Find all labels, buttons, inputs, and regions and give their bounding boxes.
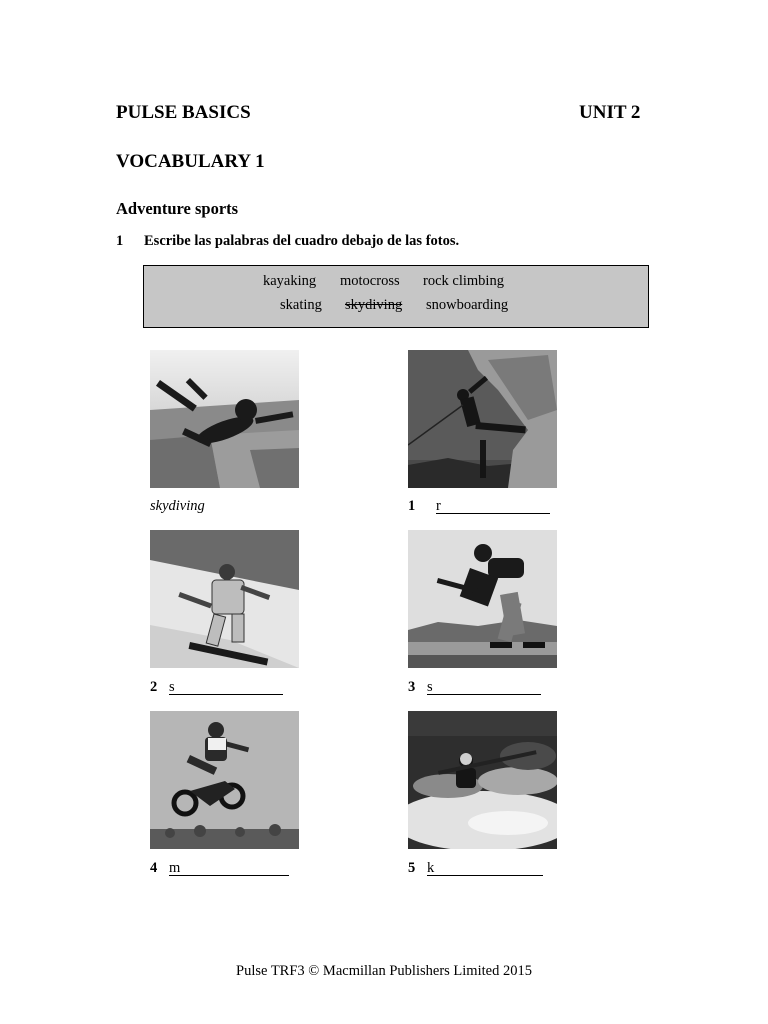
snowboarder-photo — [150, 530, 299, 668]
word-kayaking: kayaking — [263, 273, 317, 289]
item-4-hint: m — [169, 860, 181, 876]
item-1-answer-line[interactable] — [436, 499, 550, 514]
item-5-answer-line[interactable] — [427, 861, 543, 876]
instruction-text: Escribe las palabras del cuadro debajo de las fotos. — [144, 233, 460, 249]
kayaker-photo — [408, 711, 557, 849]
item-4-number: 4 — [150, 860, 158, 876]
item-2-caption — [150, 679, 283, 696]
item-4-answer-line[interactable] — [169, 861, 289, 876]
subheading: Adventure sports — [116, 199, 239, 218]
item-1-hint: r — [436, 498, 441, 514]
word-snowboarding: snowboarding — [426, 297, 509, 313]
item-5-caption — [408, 860, 543, 877]
item-5-number: 5 — [408, 860, 416, 876]
word-motocross: motocross — [340, 273, 400, 289]
item-2-hint: s — [169, 679, 175, 695]
item-3-caption — [408, 679, 541, 696]
word-rock-climbing: rock climbing — [423, 273, 504, 289]
motocross-photo — [150, 711, 299, 849]
section-title: VOCABULARY 1 — [116, 151, 265, 172]
book-title: PULSE BASICS — [116, 102, 251, 123]
item-1-caption — [408, 498, 550, 515]
skydiver-photo — [150, 350, 299, 488]
item-1-number: 1 — [408, 498, 416, 514]
item-3-number: 3 — [408, 679, 416, 695]
item-5-hint: k — [427, 860, 435, 876]
item-4-caption — [150, 860, 289, 877]
rock-climber-photo — [408, 350, 557, 488]
item-2-answer-line[interactable] — [169, 680, 283, 695]
skater-photo — [408, 530, 557, 668]
exercise-instruction — [116, 233, 459, 250]
example-answer: skydiving — [150, 498, 205, 514]
item-3-answer-line[interactable] — [427, 680, 541, 695]
copyright-footer: Pulse TRF3 © Macmillan Publishers Limited 2015 — [236, 963, 532, 979]
item-2-number: 2 — [150, 679, 158, 695]
word-skydiving-crossed-out: skydiving — [345, 297, 403, 313]
word-skating: skating — [280, 297, 322, 313]
example-caption — [150, 498, 205, 515]
word-box — [143, 265, 649, 328]
item-3-hint: s — [427, 679, 433, 695]
unit-label: UNIT 2 — [579, 102, 641, 123]
exercise-number: 1 — [116, 233, 124, 249]
